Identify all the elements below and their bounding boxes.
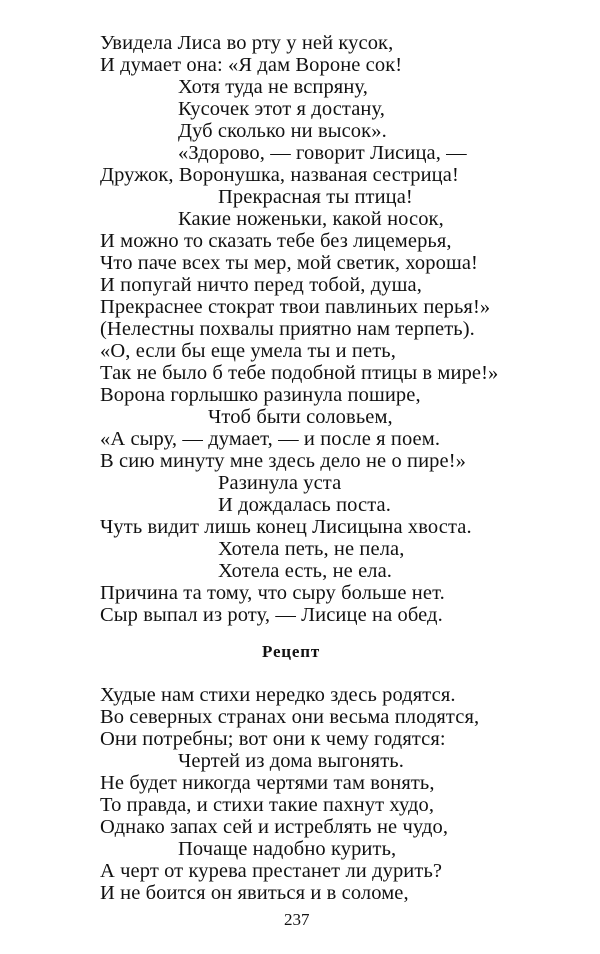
poem-line: И думает она: «Я дам Вороне сок!: [100, 54, 403, 76]
poem-line: Однако запах сей и истреблять не чудо,: [100, 816, 449, 838]
poem-line: Кусочек этот я достану,: [178, 98, 385, 120]
poem-line: Хотя туда не вспряну,: [178, 76, 368, 98]
poem-line: Дружок, Воронушка, названая сестрица!: [100, 164, 459, 186]
poem-line: Чтоб быти соловьем,: [208, 406, 393, 428]
poem-line: Так не было б тебе подобной птицы в мире!»: [100, 362, 499, 384]
poem-line: Хотела есть, не ела.: [218, 560, 393, 582]
poem-line: Во северных странах они весьма плодятся,: [100, 706, 480, 728]
poem-line: Прекраснее стократ твои павлиньих перья!»: [100, 296, 491, 318]
poem-line: Какие ноженьки, какой носок,: [178, 208, 444, 230]
poem-line: Чуть видит лишь конец Лисицына хвоста.: [100, 516, 472, 538]
poem-line: «Здорово, — говорит Лисица, —: [178, 142, 467, 164]
page-number: 237: [284, 910, 310, 929]
poem-line: В сию минуту мне здесь дело не о пире!»: [100, 450, 467, 472]
poem-line: Худые нам стихи нередко здесь родятся.: [100, 684, 456, 706]
poem-line: Причина та тому, что сыру больше нет.: [100, 582, 445, 604]
poem-line: Сыр выпал из роту, — Лисице на обед.: [100, 604, 443, 626]
poem-line: Увидела Лиса во рту у ней кусок,: [100, 32, 394, 54]
poem-line: Прекрасная ты птица!: [218, 186, 413, 208]
poem-line: И не боится он явиться и в соломе,: [100, 882, 409, 904]
poem-line: (Нелестны похвалы приятно нам терпеть).: [100, 318, 475, 340]
poem-line: Ворона горлышко разинула пошире,: [100, 384, 421, 406]
poem-line: Они потребны; вот они к чему годятся:: [100, 728, 446, 750]
poem-line: Что паче всех ты мер, мой светик, хороша!: [100, 252, 478, 274]
poem-line: Хотела петь, не пела,: [218, 538, 405, 560]
poem-line: А черт от курева престанет ли дурить?: [100, 860, 443, 882]
poem-line: «А сыру, — думает, — и после я поем.: [100, 428, 441, 450]
poem-line: Дуб сколько ни высок».: [178, 120, 387, 142]
poem-line: И попугай ничто перед тобой, душа,: [100, 274, 422, 296]
poem-line: И можно то сказать тебе без лицемерья,: [100, 230, 452, 252]
poem-line: Чертей из дома выгонять.: [178, 750, 404, 772]
poem-line: «О, если бы еще умела ты и петь,: [100, 340, 396, 362]
poem-line: Почаще надобно курить,: [178, 838, 397, 860]
poem-title: Рецепт: [262, 642, 320, 661]
poem-line: И дождалась поста.: [218, 494, 391, 516]
poem-line: Не будет никогда чертями там вонять,: [100, 772, 435, 794]
poem-line: Разинула уста: [218, 472, 342, 494]
poem-line: То правда, и стихи такие пахнут худо,: [100, 794, 435, 816]
